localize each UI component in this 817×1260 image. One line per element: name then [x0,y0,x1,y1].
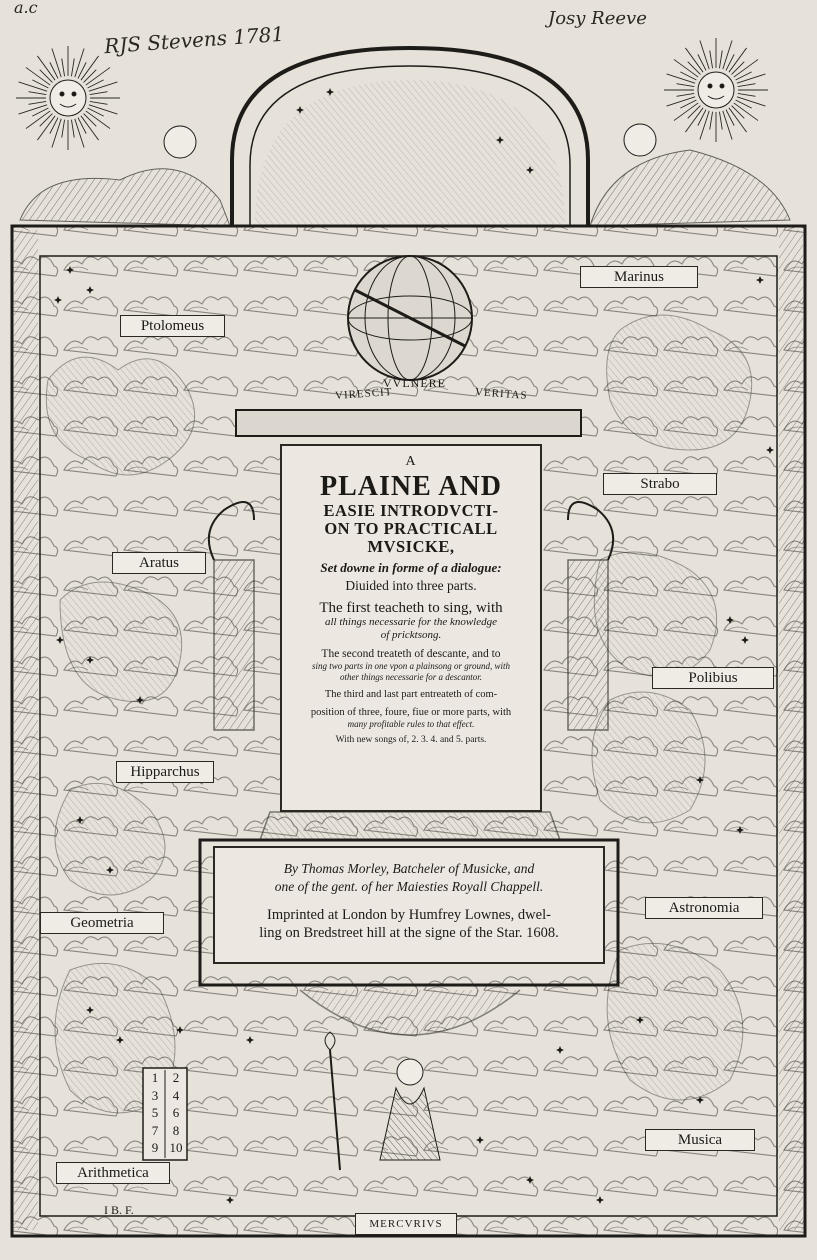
label-marinus: Marinus [580,266,698,288]
tablet-numeral: 5 [151,1105,159,1120]
armillary-sphere-icon [348,256,472,380]
part-two-text: sing two parts in one vpon a plainsong or ground, with [312,661,510,671]
motto-left: VIRESCIT [334,386,393,402]
part-two-heading: The second treateth of descante, and to [321,648,501,660]
label-geometria: Geometria [40,912,164,934]
subtitle: Set downe in forme of a dialogue: [320,560,502,575]
label-aratus: Aratus [112,552,206,574]
tablet-numeral: 3 [151,1087,159,1103]
part-one-text-end: of pricktsong. [380,629,442,641]
songs-note: With new songs of, 2. 3. 4. and 5. parts. [335,735,487,745]
label-astronomia: Astronomia [645,897,763,919]
part-three-text-end: many profitable rules to that effect. [347,719,475,729]
label-musica: Musica [645,1129,755,1151]
part-three-text: position of three, foure, fiue or more parts, with [310,707,512,718]
tablet-numeral: 1 [151,1070,159,1085]
printer-line-2: ling on Bredstreet hill at the signe of the Star. 1608. [259,925,559,941]
title-line-3: ON TO PRACTICALL [324,519,498,538]
label-polibius: Polibius [652,667,774,689]
engraver-monogram: I B. F. [104,1203,134,1217]
part-three-heading: The third and last part entreateth of com- [324,689,498,700]
tablet-numeral: 8 [172,1122,180,1138]
printer-line-1: Imprinted at London by Humfrey Lownes, dwel- [267,907,551,923]
sun-left-icon [50,80,86,116]
part-one-text: all things necessarie for the knowledge [325,616,497,628]
tablet-numeral: 10 [169,1140,183,1155]
title-line-1: PLAINE AND [320,471,502,502]
owner-inscription-left: RJS Stevens 1781 [103,21,285,59]
label-mercurius: MERCVRIVS [355,1213,457,1235]
tablet-numeral: 9 [151,1140,159,1155]
part-one-heading: The first teacheth to sing, with [319,600,503,616]
sun-right-icon [698,72,734,108]
tablet-numeral: 7 [151,1122,159,1138]
owner-inscription-right: Josy Reeve [548,8,647,29]
division-note: Diuided into three parts. [345,578,477,593]
tablet-numeral: 6 [172,1105,180,1120]
motto-center: VVLNERE [383,376,446,390]
shelfmark-annotation: a.c [14,0,38,17]
part-two-text-end: other things necessarie for a descantor. [340,672,482,682]
motto-right: VERITAS [474,386,528,402]
label-ptolomeus: Ptolomeus [120,315,225,337]
tablet-numeral: 2 [172,1070,180,1085]
title-line-4: MVSICKE, [367,537,455,556]
title-article: A [405,454,417,469]
tablet-odd-numbers [146,1069,164,1157]
title-line-2: EASIE INTRODVCTI- [323,501,499,520]
tablet-numeral: 4 [172,1087,180,1103]
label-hipparchus: Hipparchus [116,761,214,783]
imprint-panel [213,846,605,964]
label-strabo: Strabo [603,473,717,495]
tablet-even-numbers [166,1069,186,1157]
author-line-2: one of the gent. of her Maiesties Royall Chappell. [274,879,544,894]
title-panel [280,444,542,812]
label-arithmetica: Arithmetica [56,1162,170,1184]
author-line-1: By Thomas Morley, Batcheler of Musicke, and [283,861,535,876]
